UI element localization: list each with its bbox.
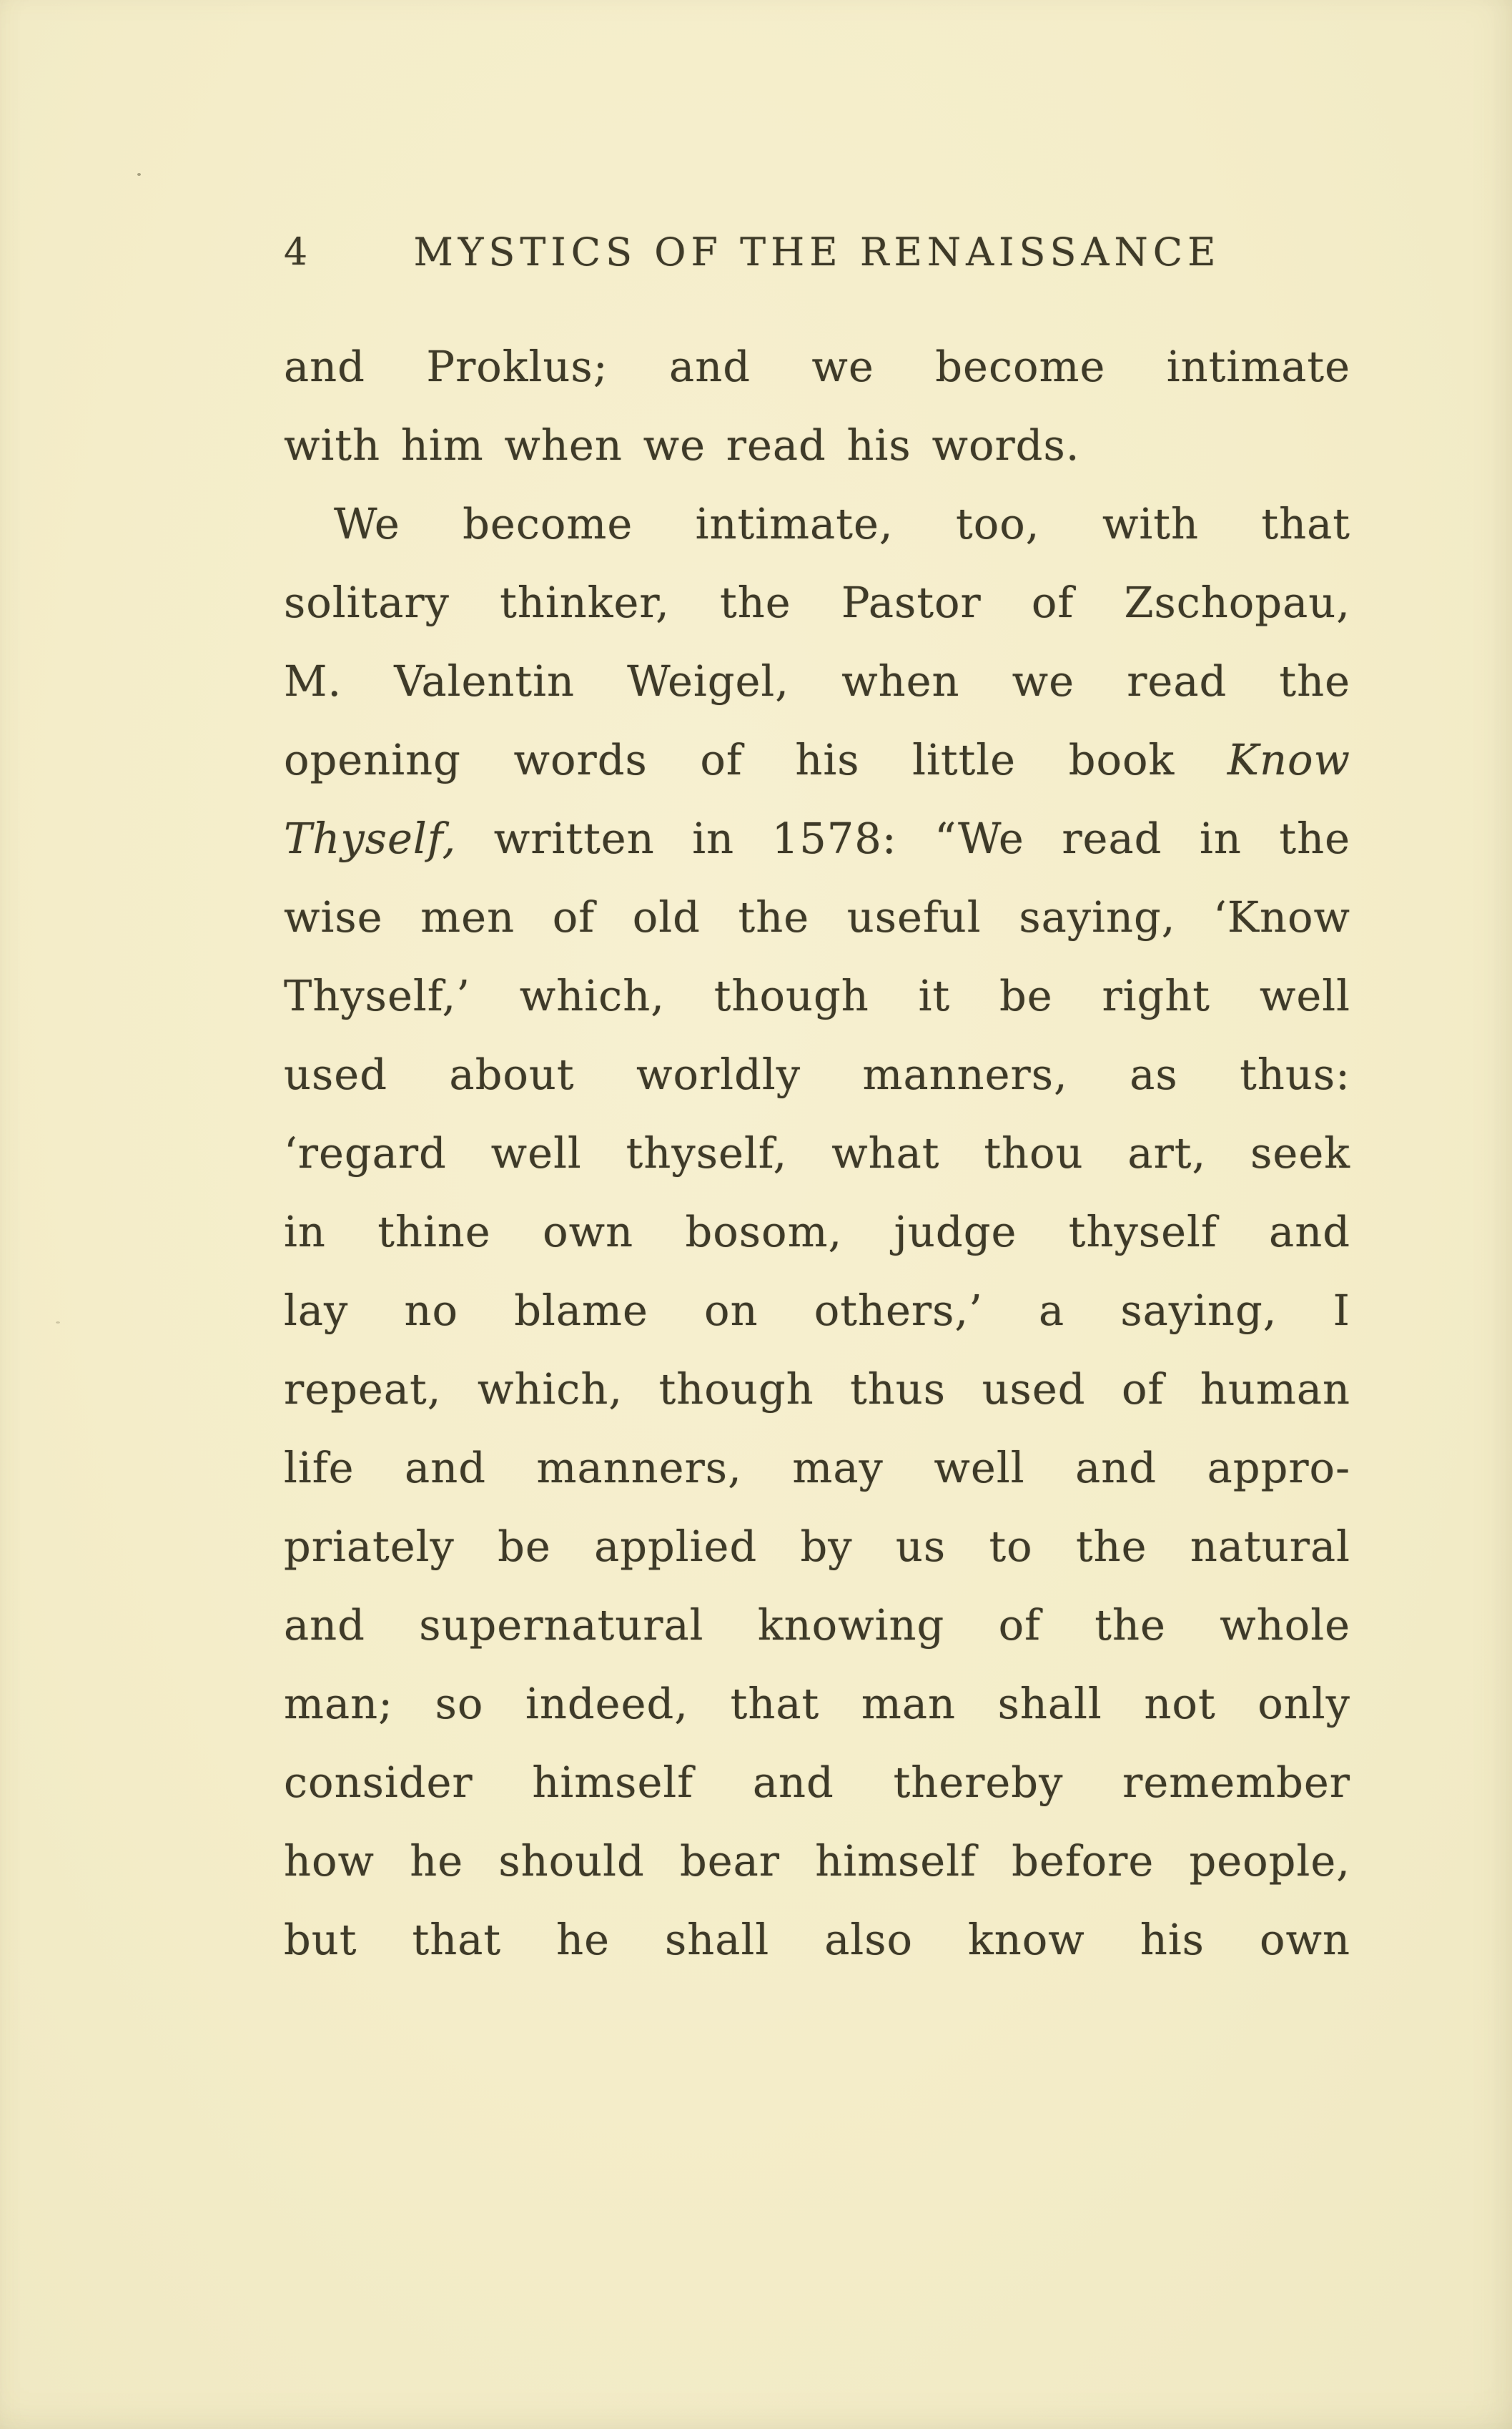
text-segment-italic: Thyself, — [284, 814, 457, 863]
text-line — [284, 1350, 1350, 1429]
text-line — [284, 1035, 1350, 1114]
text-line — [284, 1586, 1350, 1665]
paper-speck — [137, 173, 141, 176]
text-segment: lay no blame on others,’ a saying, I — [284, 1286, 1350, 1335]
text-line — [284, 957, 1350, 1035]
text-segment: priately be applied by us to the natural — [284, 1522, 1350, 1571]
text-line — [284, 327, 1350, 406]
text-line — [284, 1114, 1350, 1193]
text-line — [284, 485, 1350, 563]
text-line — [284, 1822, 1350, 1901]
paper-speck — [56, 1321, 60, 1324]
text-line — [284, 563, 1350, 642]
text-segment: in thine own bosom, judge thyself and — [284, 1207, 1350, 1256]
text-line — [284, 1271, 1350, 1350]
text-segment: We become intimate, too, with that — [334, 499, 1350, 548]
page-number: 4 — [284, 231, 308, 274]
text-segment: but that he shall also know his own — [284, 1915, 1350, 1964]
text-segment: used about worldly manners, as thus: — [284, 1050, 1350, 1099]
text-line — [284, 799, 1350, 878]
text-segment: life and manners, may well and appro- — [284, 1443, 1350, 1492]
text-segment: wise men of old the useful saying, ‘Know — [284, 892, 1350, 942]
text-line — [284, 878, 1350, 957]
page-header — [284, 226, 1350, 279]
running-title: MYSTICS OF THE RENAISSANCE — [413, 230, 1221, 275]
text-segment: and Proklus; and we become intimate — [284, 342, 1350, 391]
text-segment: M. Valentin Weigel, when we read the — [284, 656, 1350, 706]
text-segment: with him when we read his words. — [284, 420, 1080, 470]
text-segment: man; so indeed, that man shall not only — [284, 1679, 1350, 1728]
text-segment: consider himself and thereby remember — [284, 1758, 1350, 1807]
text-line — [284, 1507, 1350, 1586]
text-segment: ‘regard well thyself, what thou art, seek — [284, 1128, 1350, 1178]
text-line — [284, 1665, 1350, 1743]
text-segment: repeat, which, though thus used of human — [284, 1364, 1350, 1414]
text-segment: written in 1578: “We read in the — [456, 814, 1350, 863]
text-line — [284, 1429, 1350, 1507]
text-segment: how he should bear himself before people, — [284, 1836, 1350, 1886]
body-text — [284, 327, 1350, 1979]
text-line — [284, 1193, 1350, 1271]
text-segment: solitary thinker, the Pastor of Zschopau, — [284, 578, 1350, 627]
text-segment-italic: Know — [1227, 735, 1350, 784]
text-segment: opening words of his little book — [284, 735, 1227, 784]
text-segment: and supernatural knowing of the whole — [284, 1600, 1350, 1650]
text-segment: Thyself,’ which, though it be right well — [284, 971, 1350, 1020]
text-line — [284, 721, 1350, 799]
text-line — [284, 1901, 1350, 1979]
text-line — [284, 1743, 1350, 1822]
text-line — [284, 406, 1350, 485]
text-line — [284, 642, 1350, 721]
